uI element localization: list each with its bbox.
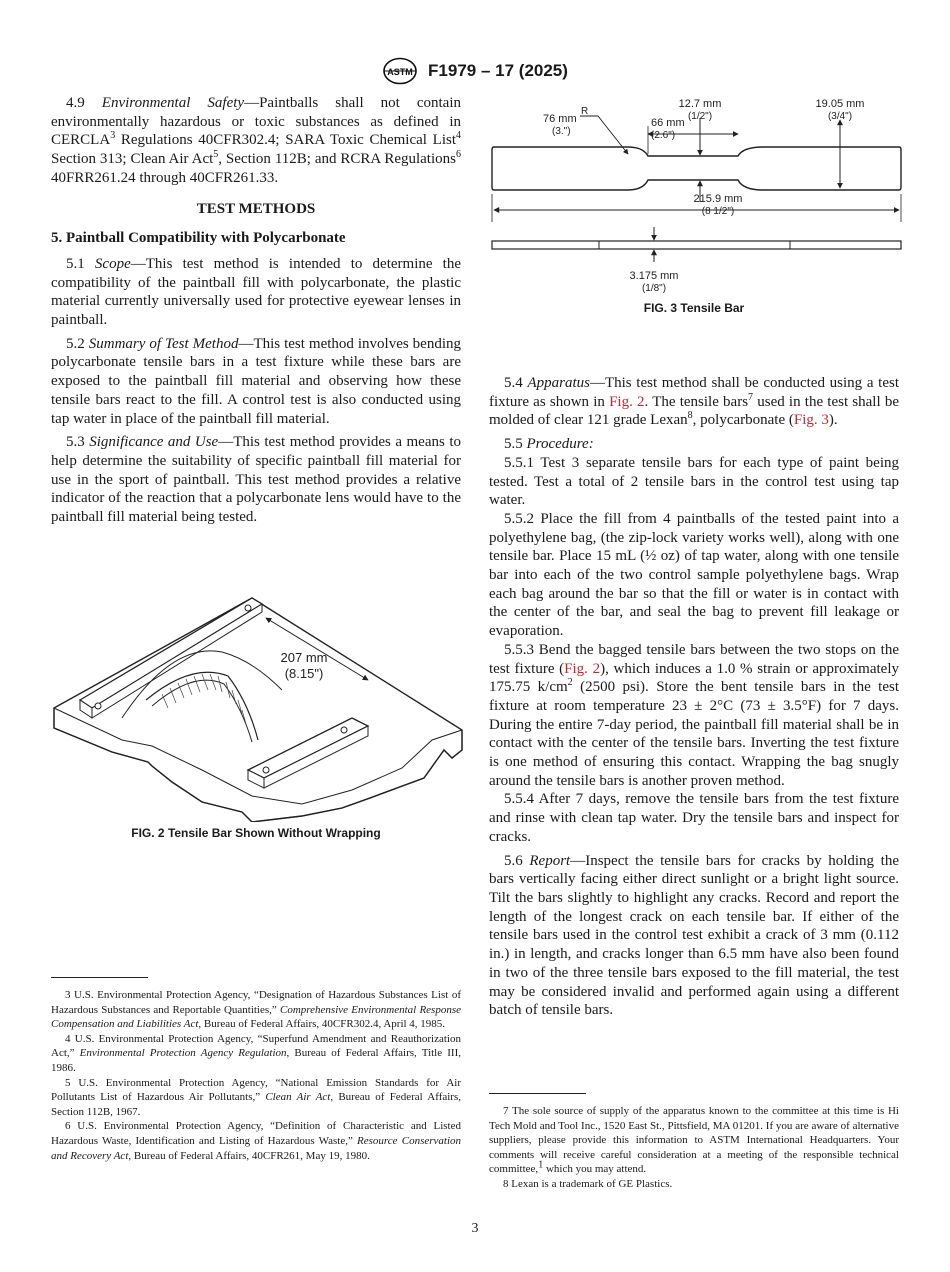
- fig2-link[interactable]: Fig. 2: [609, 393, 645, 410]
- footnotes-left: [51, 988, 461, 1163]
- right-column: [489, 374, 899, 1025]
- fig3-link[interactable]: Fig. 3: [793, 412, 829, 429]
- footnotes-right: [489, 1104, 899, 1192]
- para-5-5-4: 5.5.4 After 7 days, remove the tensile bars from the test fixture and rinse with clean tap water. Dry the tensile bars and inspect for cracks.: [489, 791, 899, 845]
- fixture-span-in: (8.15"): [284, 666, 324, 681]
- footnote-7: 7 The sole source of supply of the apparatus known to the committee at this time is Hi Tech Mold and Tool Inc., 1520 East St., Pittsfield, MA 01201. If you are aware of alternative suppliers, please provide this information to ASTM International Headquarters. Your comments will receive careful consideration at a meeting of the responsible technical committee,$^1$ which you may attend.: [489, 1105, 899, 1176]
- para-5-4: 5.4 Apparatus—This test method shall be conducted using a test fixture as shown in Fig. 2. The tensile bars$^7$ used in the test shall be molded of clear 121 grade Lexan$^8$, polycarbonate (Fig. 3).: [489, 375, 899, 429]
- para-5-2: 5.2 Summary of Test Method—This test method involves bending polycarbonate tensile bars in a test fixture while these bars are exposed to the paintball fill material and observing how these tensile bars react to the fill. A control test is also conducted using tap water in place of the paintball fill material.: [51, 335, 462, 427]
- radius-mm: 76 mm: [543, 113, 577, 125]
- para-5-5: 5.5 Procedure:: [504, 436, 594, 453]
- neck-length-mm: 66 mm: [651, 117, 685, 129]
- footnote-4: 4 U.S. Environmental Protection Agency, “Superfund Amendment and Reauthorization Act,” Environmental Protection Agency Regulation, Bureau of Federal Affairs, Title III, 1986.: [51, 1032, 461, 1074]
- fig3-tensile-bar-diagram: [488, 92, 908, 300]
- fig2-caption: FIG. 2 Tensile Bar Shown Without Wrapping: [131, 826, 381, 840]
- para-5-5-2: 5.5.2 Place the fill from 4 paintballs of the tested paint into a polyethylene bag, (the zip-lock variety works well), along with one tensile bar. Place 15 mL (½ oz) of tap water, along with one tensile bar into each of the two control sample polyethylene bags. Wrap each bag around the bar so that the fill or water is in contact with the center of the bar, and seal the bag to prevent fill leakage or evaporation.: [489, 510, 899, 640]
- footnote-5: 5 U.S. Environmental Protection Agency, “National Emission Standards for Air Pollutants List of Hazardous Air Pollutants,” Clean Air Act, Bureau of Federal Affairs, Section 112B, 1967.: [51, 1076, 461, 1118]
- para-5-5-1: 5.5.1 Test 3 separate tensile bars for each type of paint being tested. Test a total of 2 tensile bars in the control test using tap water.: [489, 454, 899, 509]
- heading-section-5: 5. Paintball Compatibility with Polycarbonate: [51, 230, 346, 247]
- fixture-span-mm: 207 mm: [280, 650, 328, 665]
- footnote-8: 8 Lexan is a trademark of GE Plastics.: [503, 1177, 673, 1190]
- overall-length-mm: 215.9 mm: [693, 193, 743, 205]
- fig3-caption: FIG. 3 Tensile Bar: [643, 301, 745, 315]
- tensile-bar-side-view: [492, 241, 901, 249]
- fig2-fixture-illustration: [52, 590, 464, 822]
- page-number: 3: [471, 1221, 479, 1236]
- thickness-in: (1/8"): [641, 283, 667, 294]
- para-5-3: 5.3 Significance and Use—This test method provides a means to help determine the suitability of specific paintball fill material for use in the sport of paintball. This test method provides a relative indicator of the reaction that a polycarbonate lens would have to the paintball fill material being tested.: [51, 434, 461, 526]
- standard-designation: F1979 – 17 (2025): [428, 61, 568, 80]
- radius-in: (3."): [552, 126, 571, 137]
- fig2-link-2[interactable]: Fig. 2: [564, 660, 601, 677]
- astm-logo-text: ASTM: [387, 67, 413, 77]
- heading-test-methods: TEST METHODS: [196, 200, 316, 217]
- footnote-rule-right: [489, 1093, 586, 1094]
- astm-logo-icon: [382, 57, 418, 85]
- narrow-width-in: (1/2"): [687, 111, 713, 122]
- radius-label: R: [581, 106, 589, 117]
- thickness-mm: 3.175 mm: [629, 270, 679, 282]
- footnote-rule-left: [51, 977, 148, 978]
- para-4-9: 4.9 Environmental Safety—Paintballs shall not contain environmentally hazardous or toxic substances as defined in CERCLA$^3$ Regulations 40CFR302.4; SARA Toxic Chemical List$^4$ Section 313; Clean Air Act$^5$, Section 112B; and RCRA Regulations$^6$ 40FRR261.24 through 40CFR261.33.: [51, 95, 461, 186]
- left-column: [51, 94, 461, 532]
- para-5-5-3: 5.5.3 Bend the bagged tensile bars between the two stops on the test fixture (Fig. 2), which induces a 1.0 % strain or approximately 175.75 $k/cm^2$ (2500 psi). Store the bent tensile bars in the test fixture at room temperature 23 ± 2°C (73 ± 3.5°F) for 7 days. During the entire 7-day period, the paintball fill material shall be in contact with the center of the tensile bars. Inverting the test fixture is one method of ensuring this contact. Wrapping the bag snugly around the tensile bars is another proven method.: [489, 641, 899, 789]
- footnote-6: 6 U.S. Environmental Protection Agency, “Definition of Characteristic and Listed Hazardous Waste, Identification and Listing of Hazardous Waste,” Resource Conservation and Recovery Act, Bureau of Federal Affairs, 40CFR261, May 19, 1980.: [51, 1120, 462, 1162]
- para-5-1: 5.1 Scope—This test method is intended to determine the compatibility of the paintball fill with polycarbonate, the plastic material currently universally used for protective eyewear lenses in paintball.: [51, 255, 462, 329]
- page-header: [0, 57, 950, 85]
- neck-length-in: (2.6"): [651, 130, 676, 141]
- overall-length-in: (8 1/2"): [701, 206, 735, 217]
- footnote-3: 3 U.S. Environmental Protection Agency, “Designation of Hazardous Substances List of Hazardous Substances and Reportable Quantities,” Comprehensive Environmental Response Compensation and Liabilities Act, Bureau of Federal Affairs, 40CFR302.4, April 4, 1985.: [51, 989, 461, 1031]
- wide-width-in: (3/4"): [827, 111, 853, 122]
- para-5-6: 5.6 Report—Inspect the tensile bars for cracks by holding the bars vertically facing either direct sunlight or a bright light source. Tilt the bars slightly to highlight any cracks. Record and report the length of the longest crack on each tensile bar. If either of the tensile bars used in the control test exhibit a crack of 3 mm (0.112 in.) in length, and cracks longer than 6.5 mm have also been found in two of the three tensile bars exposed to the fill material, the test may be considered invalid and performed again using a different batch of tensile bars.: [489, 852, 900, 1019]
- wide-width-mm: 19.05 mm: [815, 98, 865, 110]
- narrow-width-mm: 12.7 mm: [678, 98, 722, 110]
